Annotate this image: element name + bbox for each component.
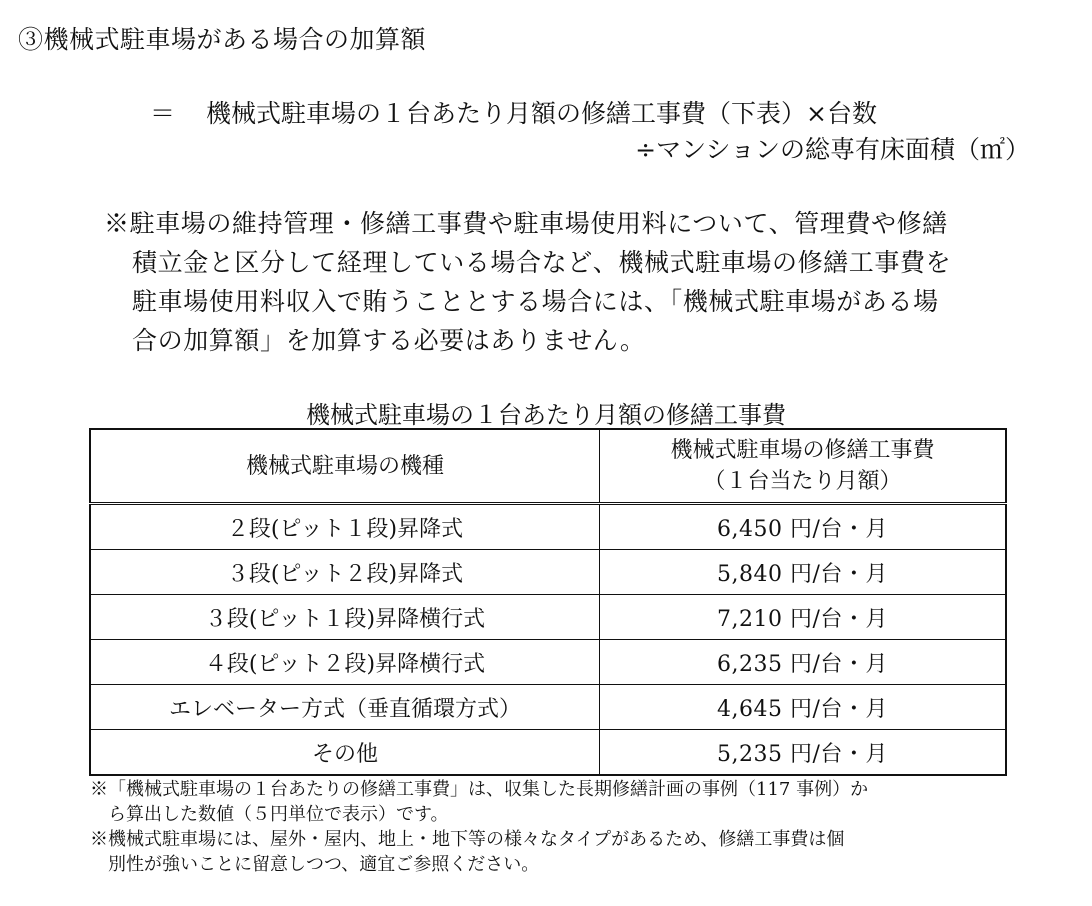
section-heading: ③機械式駐車場がある場合の加算額	[18, 25, 427, 54]
cost-cell: 7,210 円/台・月	[600, 595, 1007, 640]
note-line: 合の加算額」を加算する必要はありません。	[132, 326, 646, 355]
parking-type-cell: ３段(ピット１段)昇降横行式	[90, 595, 600, 640]
parking-type-cell: ４段(ピット２段)昇降横行式	[90, 640, 600, 685]
parking-type-cell: その他	[90, 730, 600, 776]
footnote-line: 別性が強いことに留意しつつ、適宜ご参照ください。	[108, 854, 540, 875]
parking-type-cell: エレベーター方式（垂直循環方式）	[90, 685, 600, 730]
cost-cell: 6,235 円/台・月	[600, 640, 1007, 685]
header-repair-cost-line2: （１台当たり月額）	[703, 469, 902, 494]
header-parking-type: 機械式駐車場の機種	[90, 429, 600, 504]
cost-cell: 6,450 円/台・月	[600, 504, 1007, 550]
formula-line-1	[150, 94, 877, 130]
footnote-line: ※「機械式駐車場の１台あたりの修繕工事費」は、収集した長期修繕計画の事例（117 事例）か	[90, 779, 869, 800]
cost-cell: 5,840 円/台・月	[600, 550, 1007, 595]
equals-sign: ＝	[150, 99, 176, 128]
formula-expression: 機械式駐車場の１台あたり月額の修繕工事費（下表）×台数	[206, 99, 877, 128]
footnote-line: ※機械式駐車場には、屋外・屋内、地上・地下等の様々なタイプがあるため、修繕工事費は個	[90, 829, 845, 850]
note-line: 積立金と区分して経理している場合など、機械式駐車場の修繕工事費を	[132, 248, 952, 277]
table-row	[90, 730, 1006, 776]
note-paragraph	[104, 204, 1054, 360]
table-row	[90, 640, 1006, 685]
table-row	[90, 550, 1006, 595]
formula-line-2: ÷マンションの総専有床面積（㎡）	[635, 135, 1030, 164]
table-row	[90, 685, 1006, 730]
table-row	[90, 595, 1006, 640]
cost-cell: 4,645 円/台・月	[600, 685, 1007, 730]
repair-cost-table	[89, 428, 1007, 776]
footnotes	[90, 777, 1010, 877]
footnote-line: ら算出した数値（５円単位で表示）です。	[108, 804, 449, 825]
table-header-row	[90, 429, 1006, 504]
note-line: 駐車場使用料収入で賄うこととする場合には、「機械式駐車場がある場	[132, 287, 939, 316]
table-row	[90, 504, 1006, 550]
table-title: 機械式駐車場の１台あたり月額の修繕工事費	[306, 401, 786, 429]
header-repair-cost-line1: 機械式駐車場の修繕工事費	[670, 438, 935, 463]
parking-type-cell: ２段(ピット１段)昇降式	[90, 504, 600, 550]
note-line: ※駐車場の維持管理・修繕工事費や駐車場使用料について、管理費や修繕	[104, 209, 948, 238]
header-repair-cost	[600, 429, 1007, 504]
parking-type-cell: ３段(ピット２段)昇降式	[90, 550, 600, 595]
cost-cell: 5,235 円/台・月	[600, 730, 1007, 776]
